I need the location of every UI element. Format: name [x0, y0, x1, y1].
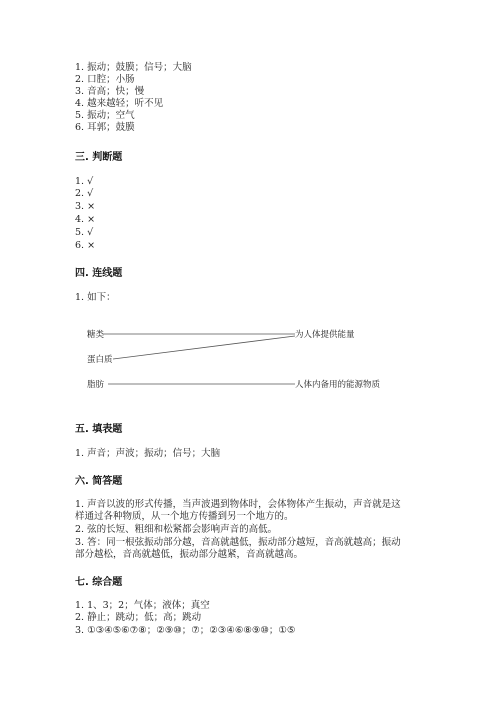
- match-line-protein: [113, 336, 295, 359]
- s3-item-2: 2. √: [75, 188, 94, 199]
- section6-title: 六. 简答题: [75, 476, 123, 487]
- s7-item-2: 2. 静止；跳动；低；高；跳动: [75, 612, 202, 623]
- s7-item-3: 3. ①③④⑤⑥⑦⑧；②⑨⑩；⑦；②③④⑥⑧⑨⑩；①⑤: [75, 625, 296, 636]
- s3-item-4: 4. ×: [75, 214, 96, 225]
- section4-title: 四. 连线题: [75, 268, 123, 279]
- s6-line-5: 部分越松，音高就越低，振动部分越紧，音高就越高。: [75, 549, 304, 560]
- s3-item-1: 1. √: [75, 176, 94, 187]
- right-item-energy: 为人体提供能量: [295, 330, 355, 340]
- s5-item-1: 1. 声音；声波；振动；信号；大脑: [75, 448, 221, 459]
- left-item-fat: 脂肪: [87, 380, 105, 390]
- s2-item-2: 2. 口腔；小肠: [75, 74, 135, 85]
- section5-title: 五. 填表题: [75, 424, 123, 435]
- s2-item-4: 4. 越来越轻；听不见: [75, 98, 164, 109]
- s6-line-2: 样通过各种物质，从一个地方传播到另一个地方的。: [75, 511, 294, 522]
- right-item-reserve: 人体内备用的能源物质: [295, 380, 381, 390]
- s6-line-3: 2. 弦的长短、粗细和松紧都会影响声音的高低。: [75, 524, 278, 535]
- left-item-sugar: 糖类: [87, 330, 105, 340]
- s3-item-5: 5. √: [75, 227, 94, 238]
- s2-item-5: 5. 振动；空气: [75, 110, 135, 121]
- matching-diagram: [75, 322, 395, 402]
- section7-title: 七. 综合题: [75, 577, 123, 588]
- section3-title: 三. 判断题: [75, 152, 123, 163]
- s6-line-1: 1. 声音以波的形式传播，当声波遇到物体时，会体物体产生振动，声音就是这: [75, 499, 401, 510]
- left-item-protein: 蛋白质: [87, 355, 113, 365]
- s2-item-3: 3. 音高；快；慢: [75, 86, 145, 97]
- s6-line-4: 3. 答：同一根弦振动部分越，音高就越低，振动部分越短，音高就越高；振动: [75, 537, 401, 548]
- s4-intro: 1. 如下：: [75, 292, 116, 303]
- s3-item-6: 6. ×: [75, 240, 96, 251]
- s2-item-1: 1. 振动；鼓膜；信号；大脑: [75, 62, 192, 73]
- s2-item-6: 6. 耳郭；鼓膜: [75, 122, 135, 133]
- s3-item-3: 3. ×: [75, 201, 96, 212]
- s7-item-1: 1. 1、3；2；气体；液体；真空: [75, 600, 210, 611]
